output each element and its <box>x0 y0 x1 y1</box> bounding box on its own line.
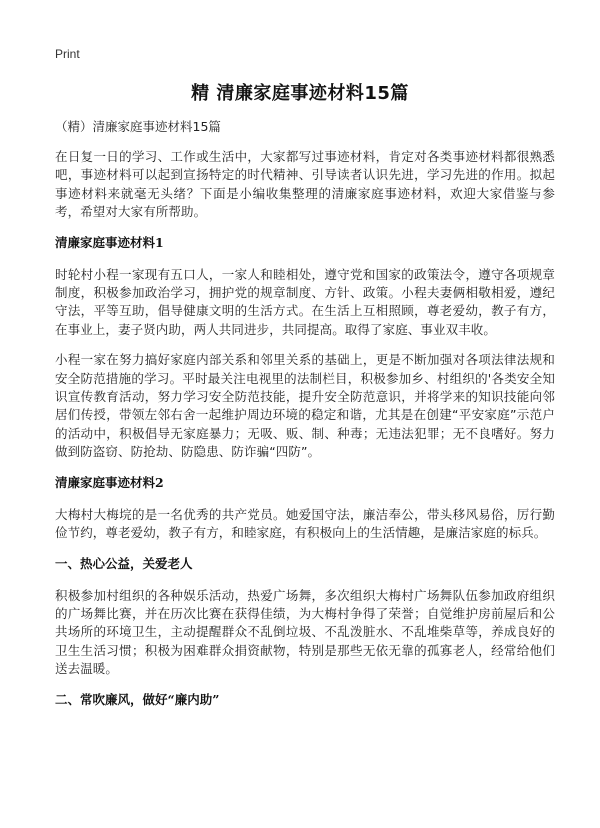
intro-paragraph: 在日复一日的学习、工作或生活中，大家都写过事迹材料，肯定对各类事迹材料都很熟悉吧，事迹材料可以起到宣扬特定的时代精神、引导读者认识先进，学习先进的作用。拟起事迹材料来就毫无头绪？下面是小编收集整理的清廉家庭事迹材料，欢迎大家借鉴与参考，希望对大家有所帮助。 <box>55 149 555 220</box>
document-body <box>55 118 555 723</box>
section-1-paragraph-1: 时轮村小程一家现有五口人，一家人和睦相处，遵守党和国家的政策法令，遵守各项规章制度，积极参加政治学习，拥护党的规章制度、方针、政策。小程夫妻俩相敬相爱，遵纪守法，平等互助，倡导健康文明的生活方式。在生活上互相照顾，尊老爱幼，教子有方，在事业上，妻子贤内助，两人共同进步，共同提高。取得了家庭、事业双丰收。 <box>55 266 555 337</box>
section-heading-2: 清廉家庭事迹材料2 <box>55 474 164 490</box>
section-1-paragraph-2: 小程一家在努力搞好家庭内部关系和邻里关系的基础上，更是不断加强对各项法律法规和安全防范措施的学习。平时最关注电视里的法制栏目，积极参加乡、村组织的'各类安全知识宣传教育活动，努力学习安全防范技能，提升安全防范意识，并将学来的知识技能向邻居们传授，带领左邻右舍一起维护周边环境的稳定和谐，尤其是在创建“平安家庭”示范户的活动中，积极倡导无家庭暴力；无吸、贩、制、种毒；无违法犯罪；无不良嗜好。努力做到防盗窃、防抢劫、防隐患、防诈骗“四防”。 <box>55 352 555 460</box>
section-heading-1: 清廉家庭事迹材料1 <box>55 234 164 250</box>
page-title: 精 清廉家庭事迹材料15篇 <box>191 83 409 104</box>
subheading-integrity: 二、常吹廉风，做好“廉内助” <box>55 691 220 707</box>
document-subtitle: （精）清廉家庭事迹材料15篇 <box>55 119 221 134</box>
public-welfare-paragraph: 积极参加村组织的各种娱乐活动，热爱广场舞，多次组织大梅村广场舞队伍参加政府组织的广场舞比赛，并在历次比赛在获得佳绩，为大梅村争得了荣誉；自觉维护房前屋后和公共场所的环境卫生，主动提醒群众不乱倒垃圾、不乱泼脏水、不乱堆柴草等，养成良好的卫生生活习惯；积极为困难群众捐资献物，特别是那些无依无靠的孤寡老人，经常给他们送去温暖。 <box>55 587 555 677</box>
section-2-paragraph-1: 大梅村大梅垸的是一名优秀的共产党员。她爱国守法，廉洁奉公，带头移风易俗，厉行勤俭节约，尊老爱幼，教子有方，和睦家庭，有积极向上的生活情趣，是廉洁家庭的标兵。 <box>55 506 555 541</box>
subheading-public-welfare: 一、热心公益，关爱老人 <box>55 555 193 571</box>
print-label[interactable]: Print <box>55 47 80 61</box>
